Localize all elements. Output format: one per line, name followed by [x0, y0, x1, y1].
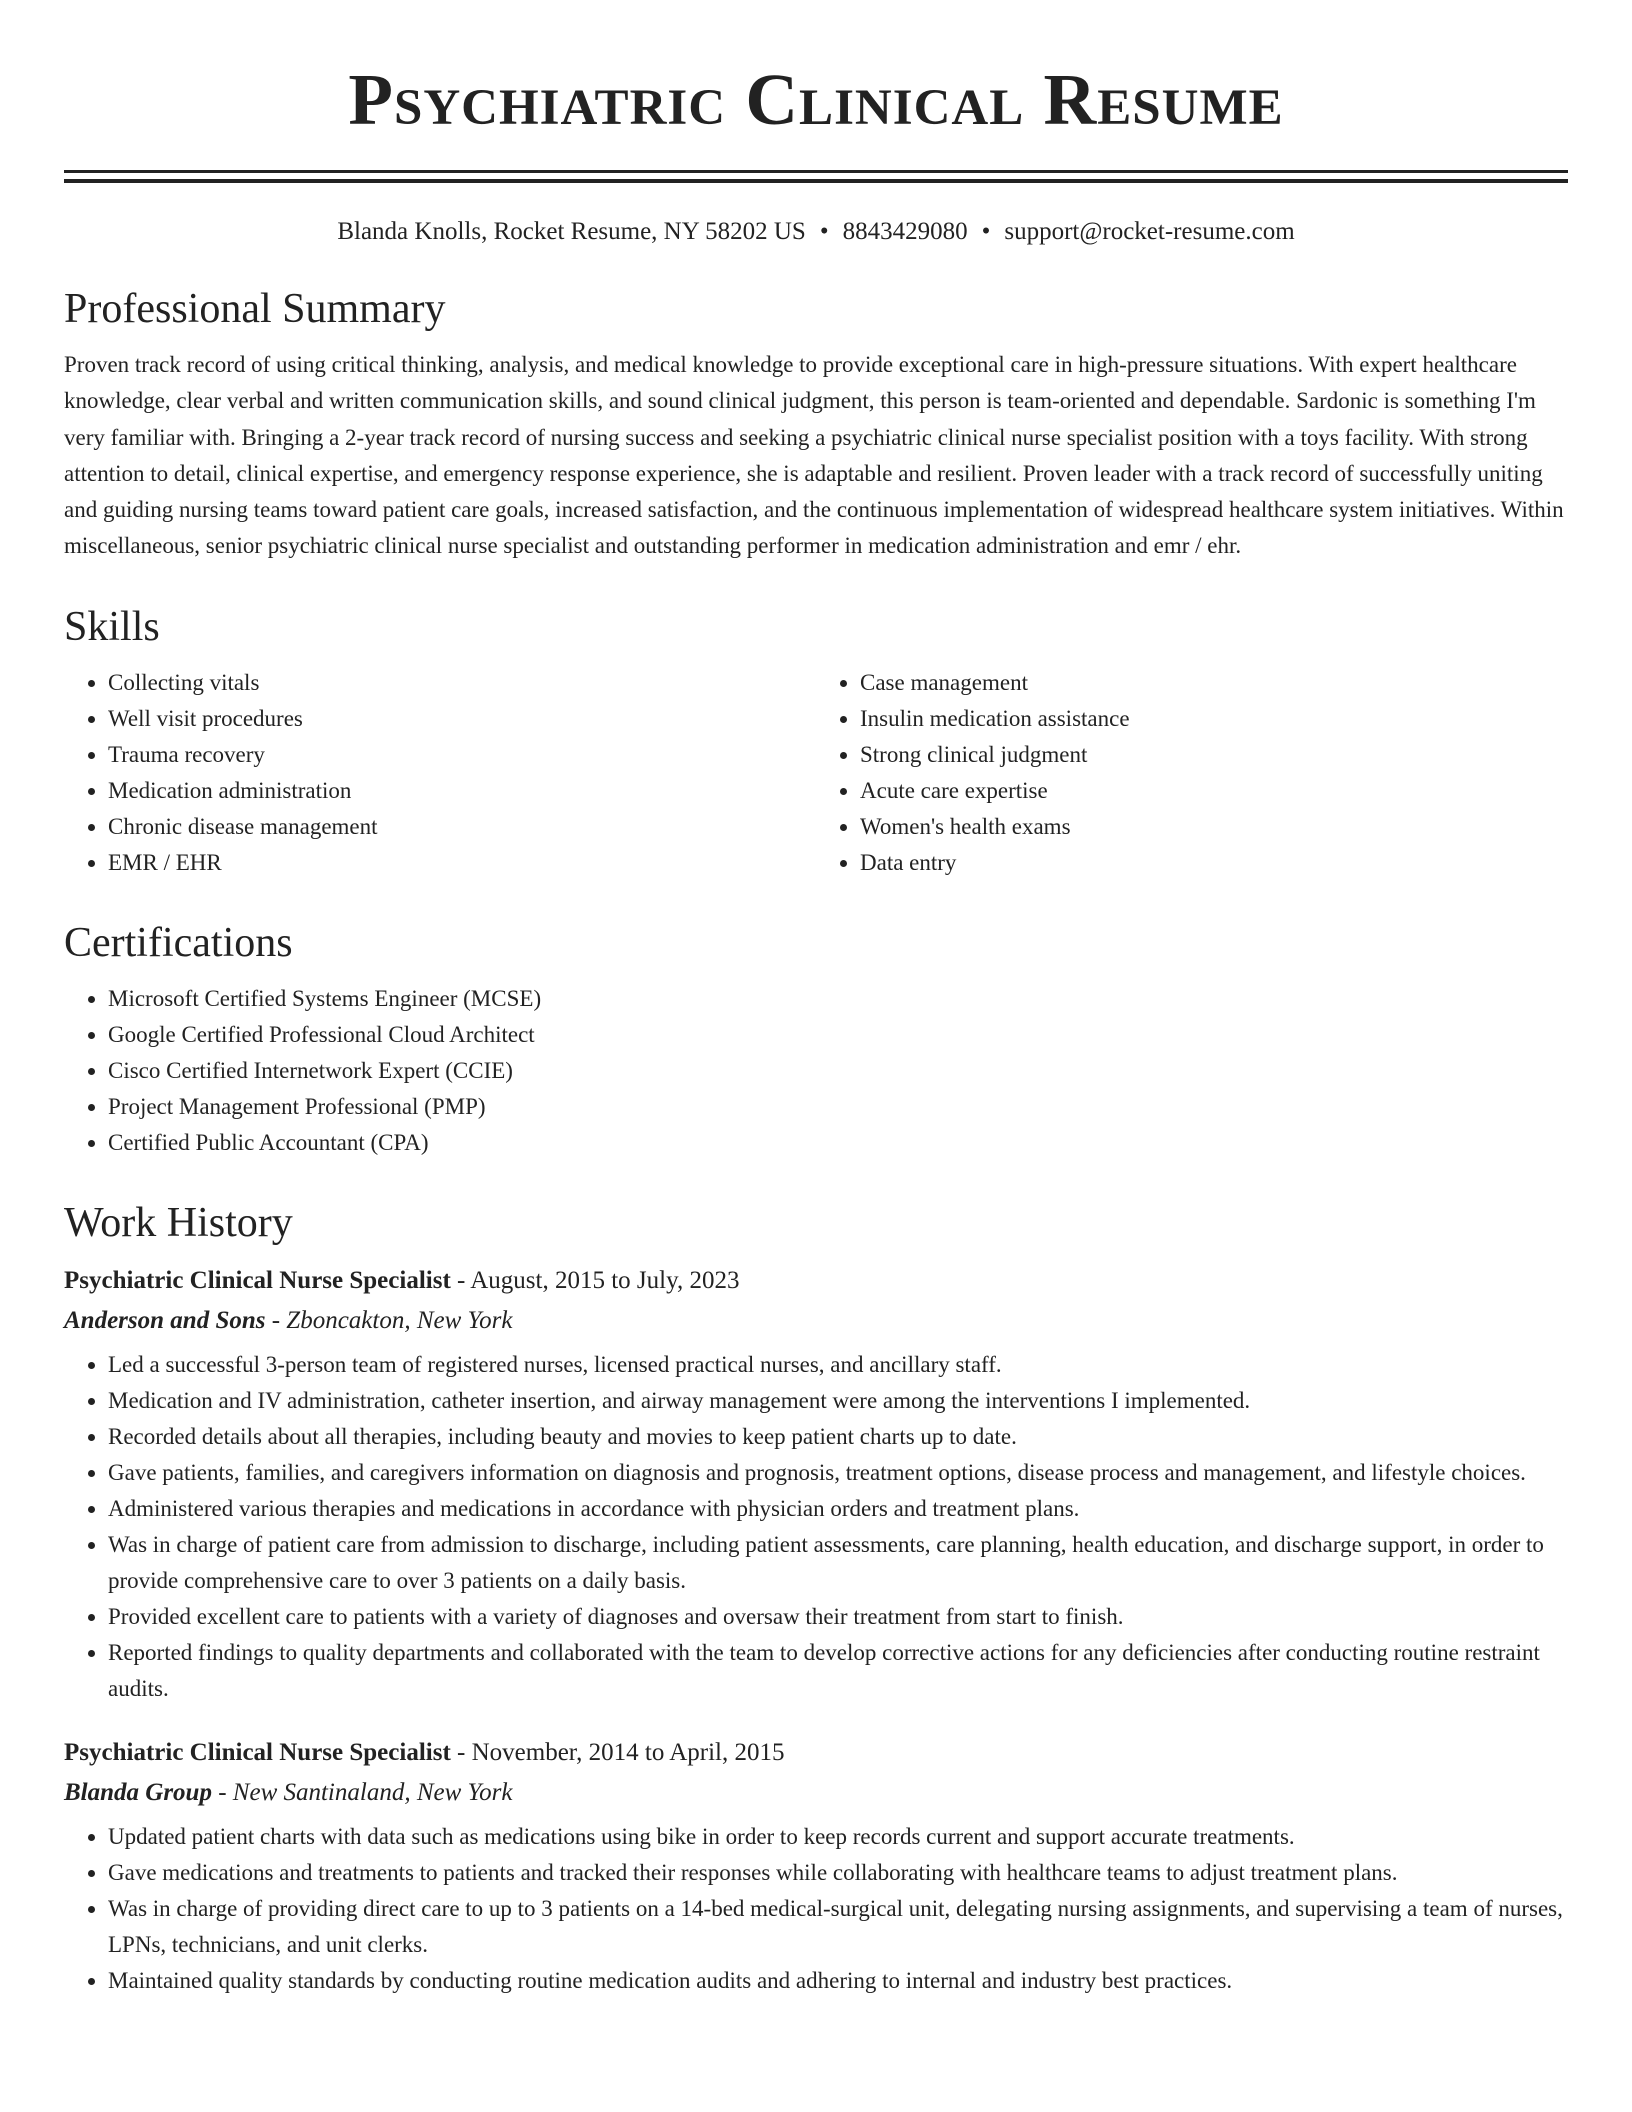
- job-dates: - August, 2015 to July, 2023: [450, 1266, 740, 1294]
- skill-item: • Trauma recovery: [108, 737, 816, 773]
- job-duty-item: • Administered various therapies and medications in accordance with physician orders and treatment plans.: [108, 1491, 1568, 1527]
- page-title: Psychiatric Clinical Resume: [348, 59, 1284, 140]
- contact-email: support@rocket-resume.com: [1004, 218, 1295, 245]
- certification-item: • Microsoft Certified Systems Engineer (MCSE): [108, 981, 1568, 1017]
- skill-item: • Collecting vitals: [108, 665, 816, 701]
- job-company: Blanda Group: [64, 1778, 212, 1806]
- certification-item: • Project Management Professional (PMP): [108, 1089, 1568, 1125]
- job-company-line: [64, 1773, 1568, 1813]
- skill-item: • Chronic disease management: [108, 809, 816, 845]
- job-company: Anderson and Sons: [64, 1306, 266, 1334]
- job-duties-list: [64, 1819, 1568, 1999]
- job-company-line: [64, 1301, 1568, 1341]
- work-history-heading: Work History: [64, 1199, 293, 1246]
- certifications-heading: Certifications: [64, 919, 293, 966]
- skill-item: • Acute care expertise: [860, 773, 1568, 809]
- contact-address: Blanda Knolls, Rocket Resume, NY 58202 US: [337, 218, 806, 245]
- contact-line: [64, 217, 1568, 247]
- job-duties-list: [64, 1347, 1568, 1707]
- job-dates: - November, 2014 to April, 2015: [450, 1738, 785, 1766]
- skills-column-right: [816, 665, 1568, 881]
- job-duty-item: • Reported findings to quality departments and collaborated with the team to develop corrective actions for any deficiencies after conducting routine restraint audits.: [108, 1635, 1568, 1707]
- skill-item: • Women's health exams: [860, 809, 1568, 845]
- job-entry: [64, 1261, 1568, 1707]
- summary-heading: Professional Summary: [64, 286, 446, 332]
- skills-list: [64, 665, 1568, 881]
- title-divider-bottom: [64, 179, 1568, 183]
- resume-page: [64, 0, 1568, 1999]
- job-location: - New Santinaland, New York: [211, 1778, 513, 1806]
- job-duty-item: • Was in charge of providing direct care to up to 3 patients on a 14-bed medical-surgical unit, delegating nursing assignments, and supervising a team of nurses, LPNs, technicians, and unit clerks.: [108, 1891, 1568, 1963]
- job-location: - Zboncakton, New York: [265, 1306, 513, 1334]
- skill-item: • Insulin medication assistance: [860, 701, 1568, 737]
- job-duty-item: • Led a successful 3-person team of registered nurses, licensed practical nurses, and ancillary staff.: [108, 1347, 1568, 1383]
- job-duty-item: • Recorded details about all therapies, including beauty and movies to keep patient charts up to date.: [108, 1419, 1568, 1455]
- title-divider-top: [64, 170, 1568, 173]
- contact-phone: 8843429080: [842, 218, 968, 245]
- certifications-list: [64, 981, 1568, 1161]
- skill-item: • EMR / EHR: [108, 845, 816, 881]
- job-title-line: [64, 1733, 1568, 1773]
- skill-item: • Data entry: [860, 845, 1568, 881]
- skill-item: • Medication administration: [108, 773, 816, 809]
- skills-heading: Skills: [64, 603, 160, 650]
- contact-separator: •: [981, 218, 991, 245]
- work-history-list: [64, 1261, 1568, 1999]
- job-title: Psychiatric Clinical Nurse Specialist: [64, 1266, 451, 1294]
- certification-item: • Google Certified Professional Cloud Architect: [108, 1017, 1568, 1053]
- skill-item: • Strong clinical judgment: [860, 737, 1568, 773]
- job-title-line: [64, 1261, 1568, 1301]
- job-duty-item: • Gave medications and treatments to patients and tracked their responses while collaborating with healthcare teams to adjust treatment plans.: [108, 1855, 1568, 1891]
- job-duty-item: • Was in charge of patient care from admission to discharge, including patient assessments, care planning, health education, and discharge support, in order to provide comprehensive care to over 3 patients on a daily basis.: [108, 1527, 1568, 1599]
- job-duty-item: • Updated patient charts with data such as medications using bike in order to keep records current and support accurate treatments.: [108, 1819, 1568, 1855]
- job-title: Psychiatric Clinical Nurse Specialist: [64, 1738, 451, 1766]
- summary-text: Proven track record of using critical thinking, analysis, and medical knowledge to provide exceptional care in high-pressure situations. With expert healthcare knowledge, clear verbal and written communication skills, and sound clinical judgment, this person is team-oriented and dependable. Sardonic is something I'm very familiar with. Bringing a 2-year track record of nursing success and seeking a psychiatric clinical nurse specialist position with a toys facility. With strong attention to detail, clinical expertise, and emergency response experience, she is adaptable and resilient. Proven leader with a track record of successfully uniting and guiding nursing teams toward patient care goals, increased satisfaction, and the continuous implementation of widespread healthcare system initiatives. Within miscellaneous, senior psychiatric clinical nurse specialist and outstanding performer in medication administration and emr / ehr.: [64, 352, 1564, 559]
- certification-item: • Certified Public Accountant (CPA): [108, 1125, 1568, 1161]
- skill-item: • Well visit procedures: [108, 701, 816, 737]
- job-entry: [64, 1733, 1568, 1999]
- skills-column-left: [64, 665, 816, 881]
- job-duty-item: • Provided excellent care to patients with a variety of diagnoses and oversaw their treatment from start to finish.: [108, 1599, 1568, 1635]
- certification-item: • Cisco Certified Internetwork Expert (CCIE): [108, 1053, 1568, 1089]
- job-duty-item: • Medication and IV administration, catheter insertion, and airway management were among the interventions I implemented.: [108, 1383, 1568, 1419]
- skill-item: • Case management: [860, 665, 1568, 701]
- contact-separator: •: [819, 218, 829, 245]
- job-duty-item: • Maintained quality standards by conducting routine medication audits and adhering to internal and industry best practices.: [108, 1963, 1568, 1999]
- job-duty-item: • Gave patients, families, and caregivers information on diagnosis and prognosis, treatment options, disease process and management, and lifestyle choices.: [108, 1455, 1568, 1491]
